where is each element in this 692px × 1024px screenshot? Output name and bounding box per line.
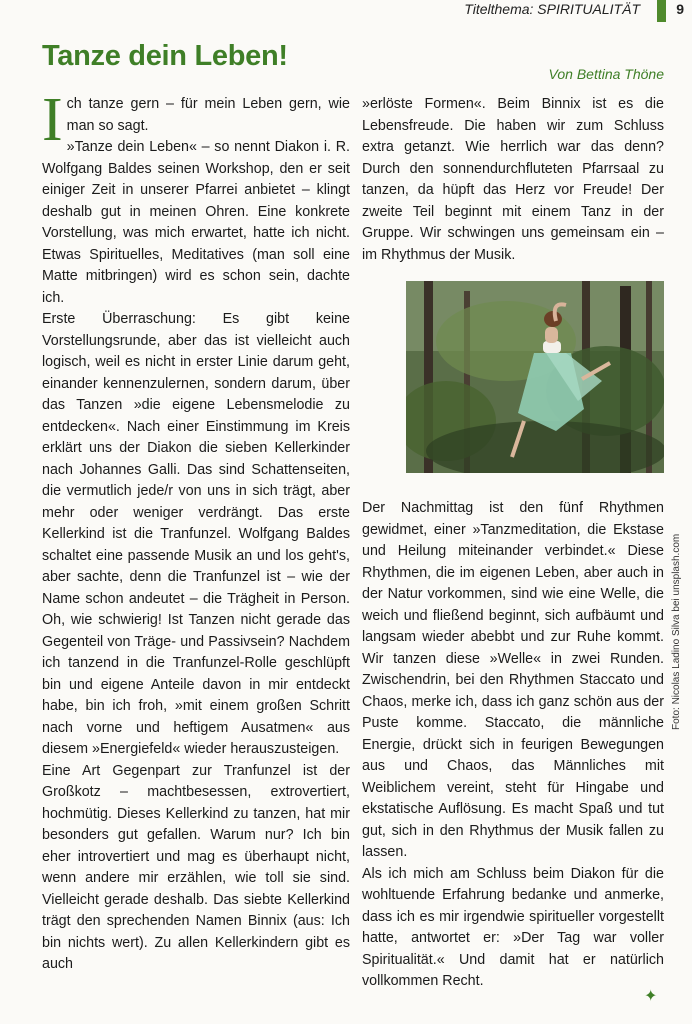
article-column-2 (362, 94, 664, 266)
end-mark-icon: ✦ (644, 988, 658, 1005)
section-label: Titelthema: SPIRITUALITÄT (464, 1, 640, 17)
paragraph: Der Nachmittag ist den fünf Rhythmen gewidmet, einer »Tanzmeditation, die Ekstase und Heilung miteinander verbindet.« Diese Rhythmen, die im eigenen Leben, aber auch in der Natur vorkommen, sind wie eine Welle, die weich und fließend beginnt, sich aufbäumt und langsam wieder abebbt und zur Ruhe kommt. Wir tanzen diese »Welle« in zwei Runden. Zwischendrin, bei den Rhythmen Staccato und Chaos, merke ich, dass ich ganz schön aus der Puste komme. Staccato, die männliche Energie, drückt sich in feurigen Bewegungen aus und Chaos, das Männliches mit Weiblichem vereint, steht für Hingabe und ekstatische Auflösung. Es macht Spaß und tut gut, sich in den Rhythmus der Musik fallen zu lassen. (362, 500, 664, 860)
article-column-1 (42, 86, 350, 976)
article-column-3 (362, 498, 664, 993)
photo-credit (671, 500, 685, 730)
article-byline: Von Bettina Thöne (548, 66, 664, 82)
dancer-illustration (406, 281, 664, 473)
header-accent-bar (657, 0, 666, 22)
paragraph: »Tanze dein Leben« – so nennt Diakon i. R. Wolfgang Baldes seinen Workshop, den er seit einiger Zeit in unserer Pfarrei anbietet – klingt deshalb gut in meinen Ohren. Eine konkrete Vorstellung, was mich erwartet, hatte ich nicht. Etwas Spirituelles, Meditatives (man soll eine Matte mitbringen) wird es schon sein, dachte ich. (42, 139, 350, 306)
page-number: 9 (676, 1, 684, 17)
page-header (0, 0, 692, 22)
paragraph: Als ich mich am Schluss beim Diakon für die wohltuende Erfahrung bedanke und anmerke, dass ich es mir irgendwie spiritueller vorgestellt hatte, antwortet er: »Der Tag war voller Spiritualität.« Und damit hat er natürlich vollkommen Recht. (362, 865, 664, 989)
drop-cap: I (42, 86, 63, 154)
paragraph: Eine Art Gegenpart zur Tranfunzel ist der Großkotz – machtbesessen, extrovertiert, hochmütig. Dieses Kellerkind zu tanzen, hat mir besonders gut gefallen. Warum nur? Ich bin eher introvertiert und mag es überhaupt nicht, wenn andere mir erzählen, wie toll sie sind. Vielleicht gerade deshalb. Das siebte Kellerkind trägt den sprechenden Namen Binnix (aus: Ich bin nichts wert). Zu allen Kellerkindern gibt es auch (42, 762, 350, 972)
dancer-photo (406, 281, 664, 473)
article-title: Tanze dein Leben! (42, 40, 288, 72)
paragraph: Erste Überraschung: Es gibt keine Vorstellungsrunde, aber das ist vielleicht auch logisch, weil es nicht in erster Linie darum geht, einander kennenzulernen, sondern darum, über das Tanzen »die eigene Lebensmelodie zu entdecken«. Nach einer Einstimmung im Kreis erklärt uns der Diakon die sieben Kellerkinder nach Johannes Galli. Das sind Schattenseiten, die vermutlich jede/r von uns in sich trägt, aber mehr oder weniger verdrängt. Das erste Kellerkind ist die Tranfunzel. Wolfgang Baldes schaltet eine passende Musik an und los geht's, aber sachte, denn die Tranfunzel ist – wie der Name schon andeutet – die Trägheit in Person. Oh, wie schwierig! Ist Tanzen nicht gerade das Gegenteil von Träge- und Passivsein? Nachdem ich tanzend in die Tranfunzel-Rolle geschlüpft bin und eigene Anteile davon in mir entdeckt habe, bin ich froh, »mit einem großen Schritt nach vorne und heftigem Ausatmen« aus diesem »Energiefeld« wieder herauszusteigen. (42, 311, 350, 757)
photo-credit-text: Foto: Nicolas Ladino Silva bei unsplash.com (671, 533, 682, 730)
paragraph: »erlöste Formen«. Beim Binnix ist es die Lebensfreude. Die haben wir zum Schluss extra getanzt. Wie herrlich war das denn? Durch den sonnendurchfluteten Pfarrsaal zu tanzen, da hüpft das Herz vor Freude! Der zweite Teil beginnt mit einem Tanz in der Gruppe. Wir schwingen uns gemeinsam ein – im Rhythmus der Musik. (362, 96, 664, 263)
paragraph: ch tanze gern – für mein Leben gern, wie man so sagt. (66, 96, 350, 134)
